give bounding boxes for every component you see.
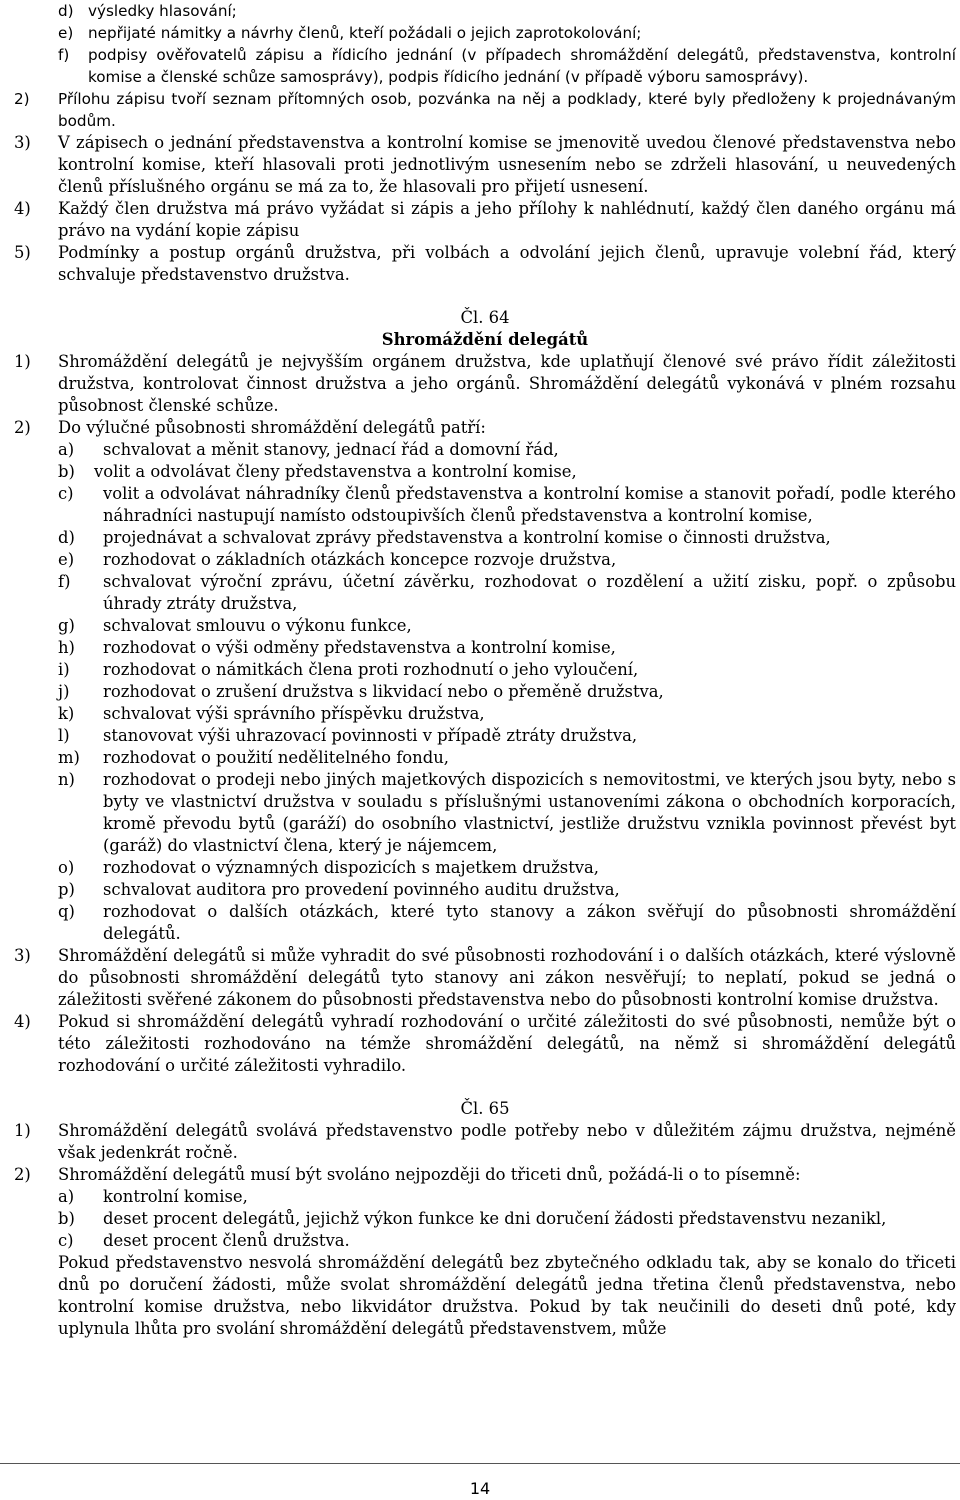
item-number: b) xyxy=(58,462,75,481)
item-text: deset procent delegátů, jejichž výkon funkce ke dni doručení žádosti představenstvu nezanikl, xyxy=(103,1209,887,1228)
paragraph xyxy=(14,198,956,242)
list-item xyxy=(58,637,956,659)
paragraph-number: 2) xyxy=(14,418,31,437)
list-item xyxy=(58,461,956,483)
document-page xyxy=(14,0,956,1340)
item-number: o) xyxy=(58,858,75,877)
list-item xyxy=(58,44,956,88)
paragraph-text: Každý člen družstva má právo vyžádat si zápis a jeho přílohy k nahlédnutí, každý člen daného orgánu má právo na vydání kopie zápisu xyxy=(58,199,956,240)
list-item xyxy=(58,527,956,549)
list-item xyxy=(58,22,956,44)
item-number: j) xyxy=(58,682,70,701)
article-title: Shromáždění delegátů xyxy=(381,330,589,349)
paragraph-text: Pokud si shromáždění delegátů vyhradí rozhodování o určité záležitosti do své působnosti, nemůže být o této záležitosti rozhodováno na témže shromáždění delegátů, na němž si shromáždění delegátů rozhodování o určité záležitosti vyhradilo. xyxy=(58,1012,956,1075)
item-text: schvalovat smlouvu o výkonu funkce, xyxy=(103,616,412,635)
item-number: e) xyxy=(58,24,74,42)
list-item xyxy=(58,901,956,945)
paragraph-text: Podmínky a postup orgánů družstva, při volbách a odvolání jejich členů, upravuje volební řád, který schvaluje představenstvo družstva. xyxy=(58,243,956,284)
list-item xyxy=(58,571,956,615)
paragraph-number: 2) xyxy=(14,1165,31,1184)
paragraph-number: 2) xyxy=(14,90,30,108)
list-item xyxy=(58,549,956,571)
paragraph xyxy=(14,242,956,286)
item-number: m) xyxy=(58,748,80,767)
paragraph xyxy=(14,351,956,417)
paragraph-text: V zápisech o jednání představenstva a kontrolní komise se jmenovitě uvedou členové představenstva nebo kontrolní komise, kteří hlasovali proti jednotlivým usnesením nebo se zdrželi hlasování, u neuvedených členů příslušného orgánu se má za to, že hlasovali pro přijetí usnesení. xyxy=(58,133,956,196)
paragraph-number: 3) xyxy=(14,133,31,152)
item-text: kontrolní komise, xyxy=(103,1187,248,1206)
item-number: n) xyxy=(58,770,75,789)
item-text: rozhodovat o významných dispozicích s majetkem družstva, xyxy=(103,858,600,877)
item-text: rozhodovat o použití nedělitelného fondu, xyxy=(103,748,449,767)
item-number: e) xyxy=(58,550,75,569)
item-text: rozhodovat o prodeji nebo jiných majetkových dispozicích s nemovitostmi, ve kterých jsou byty, nebo s byty ve vlastnictví družstva v souladu s příslušnými ustanoveními zákona o obchodních korporacích, kromě převodu bytů (garáží) do osobního vlastnictví, jestliže družstvu vznikla povinnost převést byt (garáž) do vlastnictví člena, který je nájemcem, xyxy=(103,770,956,855)
paragraph-text: Shromáždění delegátů je nejvyšším orgánem družstva, kde uplatňují členové své právo řídit záležitosti družstva, kontrolovat činnost družstva a jeho orgánů. Shromáždění delegátů vykonává v plném rozsahu působnost členské schůze. xyxy=(58,352,956,415)
spacer xyxy=(14,286,956,307)
item-text: schvalovat výroční zprávu, účetní závěrku, rozhodovat o rozdělení a užití zisku, popř. o způsobu úhrady ztráty družstva, xyxy=(103,572,956,613)
paragraph-text: Shromáždění delegátů si může vyhradit do své působnosti rozhodování i o dalších otázkách, které výslovně do působnosti shromáždění delegátů tyto stanovy ani zákon nesvěřují; to neplatí, pokud se jedná o záležitosti svěřené zákonem do působnosti představenstva nebo do působnosti kontrolní komise družstva. xyxy=(58,946,956,1009)
item-number: a) xyxy=(58,440,75,459)
item-text: výsledky hlasování; xyxy=(88,2,237,20)
item-text: rozhodovat o námitkách člena proti rozhodnutí o jeho vyloučení, xyxy=(103,660,639,679)
item-text: deset procent členů družstva. xyxy=(103,1231,350,1250)
paragraph-text: Shromáždění delegátů svolává představenstvo podle potřeby nebo v důležitém zájmu družstva, nejméně však jedenkrát ročně. xyxy=(58,1121,956,1162)
request-list xyxy=(14,1186,956,1252)
item-text: stanovovat výši uhrazovací povinnosti v případě ztráty družstva, xyxy=(103,726,638,745)
item-number: q) xyxy=(58,902,75,921)
paragraph xyxy=(14,132,956,198)
item-text: rozhodovat o základních otázkách koncepce rozvoje družstva, xyxy=(103,550,617,569)
article-heading: Čl. 65 xyxy=(460,1099,510,1118)
paragraph-number: 4) xyxy=(14,1012,31,1031)
item-number: p) xyxy=(58,880,75,899)
item-number: a) xyxy=(58,1187,75,1206)
paragraph-text: Do výlučné působnosti shromáždění delegátů patří: xyxy=(58,418,486,437)
list-item xyxy=(58,439,956,461)
intro-items xyxy=(14,0,956,88)
item-number: f) xyxy=(58,46,70,64)
paragraph-text: Shromáždění delegátů musí být svoláno nejpozději do třiceti dnů, požádá-li o to písemně: xyxy=(58,1165,801,1184)
item-text: volit a odvolávat náhradníky členů představenstva a kontrolní komise a stanovit pořadí, podle kterého náhradníci nastupují namísto odstoupivších členů představenstva a kontrolní komise, xyxy=(103,484,956,525)
list-item xyxy=(58,769,956,857)
item-number: c) xyxy=(58,484,74,503)
list-item xyxy=(58,0,956,22)
closing-paragraph: Pokud představenstvo nesvolá shromáždění delegátů bez zbytečného odkladu tak, aby se konalo do třiceti dnů po doručení žádosti, může svolat shromáždění delegátů jedna třetina členů představenstva, nebo kontrolní komise družstva, nebo likvidátor družstva. Pokud by tak neučinili do deseti dnů poté, kdy uplynula lhůta pro svolání shromáždění delegátů představenstvem, může xyxy=(58,1253,956,1338)
paragraph-number: 3) xyxy=(14,946,31,965)
list-item xyxy=(58,879,956,901)
item-text: rozhodovat o výši odměny představenstva a kontrolní komise, xyxy=(103,638,616,657)
paragraph-number: 1) xyxy=(14,352,31,371)
item-number: h) xyxy=(58,638,75,657)
item-number: c) xyxy=(58,1231,74,1250)
item-text: schvalovat výši správního příspěvku družstva, xyxy=(103,704,485,723)
article-heading: Čl. 64 xyxy=(460,308,510,327)
list-item xyxy=(58,615,956,637)
item-text: projednávat a schvalovat zprávy představenstva a kontrolní komise o činnosti družstva, xyxy=(103,528,831,547)
footer-divider xyxy=(0,1463,960,1464)
item-text: podpisy ověřovatelů zápisu a řídicího jednání (v případech shromáždění delegátů, představenstva, kontrolní komise a členské schůze samosprávy), podpis řídicího jednání (v případě výboru samosprávy). xyxy=(88,46,956,86)
item-text: rozhodovat o zrušení družstva s likvidací nebo o přeměně družstva, xyxy=(103,682,664,701)
list-item xyxy=(58,747,956,769)
item-number: d) xyxy=(58,2,74,20)
spacer xyxy=(14,1077,956,1098)
item-number: b) xyxy=(58,1209,75,1228)
list-item xyxy=(58,857,956,879)
list-item xyxy=(58,483,956,527)
paragraph-number: 5) xyxy=(14,243,31,262)
item-text: schvalovat auditora pro provedení povinného auditu družstva, xyxy=(103,880,620,899)
item-number: l) xyxy=(58,726,70,745)
item-number: g) xyxy=(58,616,75,635)
paragraph xyxy=(14,945,956,1011)
list-item xyxy=(58,1208,956,1230)
list-item xyxy=(58,703,956,725)
item-text: volit a odvolávat členy představenstva a kontrolní komise, xyxy=(94,462,577,481)
list-item xyxy=(58,1186,956,1208)
list-item xyxy=(58,1230,956,1252)
paragraph-text: Přílohu zápisu tvoří seznam přítomných osob, pozvánka na něj a podklady, které byly předloženy k projednávaným bodům. xyxy=(58,90,956,130)
page-number: 14 xyxy=(469,1479,491,1498)
paragraph xyxy=(14,1164,956,1186)
paragraph-number: 4) xyxy=(14,199,31,218)
item-text: nepřijaté námitky a návrhy členů, kteří požádali o jejich zaprotokolování; xyxy=(88,24,642,42)
item-number: k) xyxy=(58,704,75,723)
list-item xyxy=(58,659,956,681)
item-number: f) xyxy=(58,572,71,591)
item-number: i) xyxy=(58,660,70,679)
list-item xyxy=(58,725,956,747)
item-text: schvalovat a měnit stanovy, jednací řád a domovní řád, xyxy=(103,440,559,459)
paragraph xyxy=(14,417,956,439)
paragraph xyxy=(14,1120,956,1164)
powers-list xyxy=(14,439,956,945)
list-item xyxy=(58,681,956,703)
paragraph xyxy=(14,88,956,132)
item-text: rozhodovat o dalších otázkách, které tyto stanovy a zákon svěřují do působnosti shromáždění delegátů. xyxy=(103,902,956,943)
paragraph xyxy=(14,1011,956,1077)
paragraph-number: 1) xyxy=(14,1121,31,1140)
item-number: d) xyxy=(58,528,75,547)
